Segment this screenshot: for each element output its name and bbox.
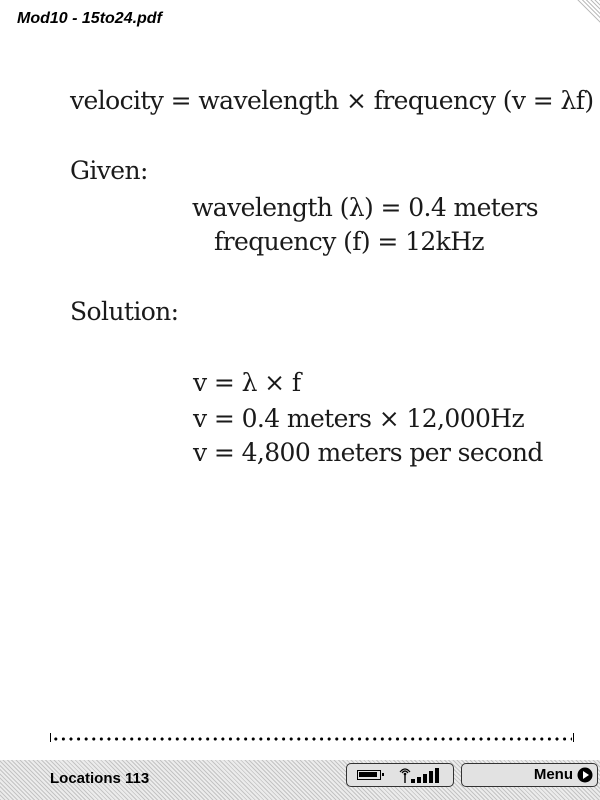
wireless-signal-icon [397, 766, 445, 784]
given-frequency: frequency (f) = 12kHz [214, 227, 485, 256]
menu-button[interactable] [461, 763, 598, 787]
document-title: Mod10 - 15to24.pdf [17, 10, 162, 27]
given-wavelength: wavelength (λ) = 0.4 meters [192, 193, 539, 222]
solution-step-1: v = λ × f [193, 368, 301, 397]
given-heading: Given: [70, 156, 148, 185]
progress-left-cap [50, 733, 51, 742]
solution-step-2: v = 0.4 meters × 12,000Hz [193, 404, 525, 433]
progress-right-cap [573, 733, 574, 742]
progress-dots [52, 737, 572, 741]
battery-icon [357, 770, 381, 780]
status-bar [0, 760, 600, 800]
formula-line: velocity = wavelength × frequency (v = λf) [70, 86, 594, 115]
reading-progress-bar [50, 733, 574, 745]
solution-heading: Solution: [70, 297, 179, 326]
status-indicators [346, 763, 454, 787]
solution-step-3: v = 4,800 meters per second [193, 438, 543, 467]
menu-label: Menu [533, 766, 573, 783]
locations-indicator: Locations 113 [50, 770, 150, 787]
play-arrow-icon [577, 767, 593, 783]
